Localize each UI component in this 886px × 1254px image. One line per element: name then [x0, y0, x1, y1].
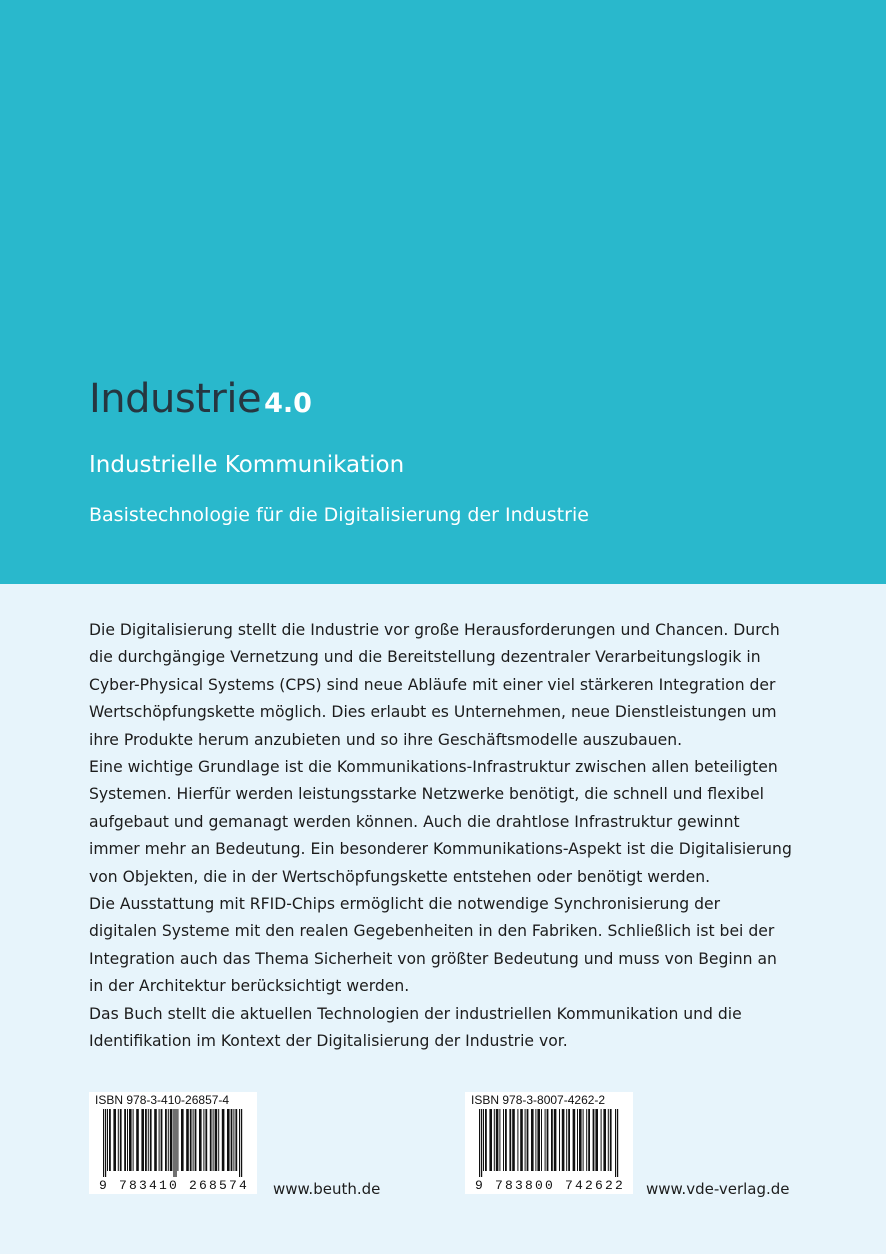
barcode-digits: 9 783410 268574	[99, 1178, 250, 1193]
blurb-line: Die Digitalisierung stellt die Industrie vor große Herausforderungen und Chancen. Durch	[89, 621, 780, 639]
blurb-line: immer mehr an Bedeutung. Ein besonderer Kommunikations-Aspekt ist die Digitalisierung	[89, 840, 792, 859]
book-title: Industrielle Kommunikation	[89, 452, 405, 478]
blurb-line: Eine wichtige Grundlage ist die Kommunikations-Infrastruktur zwischen allen beteiligten	[89, 758, 778, 777]
blurb-line: ihre Produkte herum anzubieten und so ihre Geschäftsmodelle auszubauen.	[89, 730, 683, 749]
isbn-barcode-vde	[465, 1092, 633, 1194]
blurb-line: Das Buch stellt die aktuellen Technologien der industriellen Kommunikation und die	[89, 1004, 742, 1023]
barcode-bars	[103, 1109, 243, 1177]
header-band	[0, 0, 886, 584]
blurb-line: Identifikation im Kontext der Digitalisierung der Industrie vor.	[89, 1032, 568, 1051]
book-subtitle: Basistechnologie für die Digitalisierung der Industrie	[89, 504, 589, 526]
blurb-line: digitalen Systeme mit den realen Gegebenheiten in den Fabriken. Schließlich ist bei der	[89, 922, 775, 941]
blurb-line: Die Ausstattung mit RFID-Chips ermöglicht die notwendige Synchronisierung der	[89, 895, 720, 914]
publisher-url-beuth[interactable]: www.beuth.de	[273, 1180, 381, 1198]
blurb-line: die durchgängige Vernetzung und die Bereitstellung dezentraler Verarbeitungslogik in	[89, 648, 761, 667]
isbn-label: ISBN 978-3-8007-4262-2	[471, 1093, 606, 1107]
blurb-line: Integration auch das Thema Sicherheit von größter Bedeutung und muss von Beginn an	[89, 949, 777, 968]
blurb-line: von Objekten, die in der Wertschöpfungskette entstehen oder benötigt werden.	[89, 867, 711, 886]
series-logo	[89, 376, 312, 422]
isbn-label: ISBN 978-3-410-26857-4	[95, 1093, 230, 1107]
isbn-barcode-beuth	[89, 1092, 257, 1194]
barcode-bars	[479, 1109, 619, 1177]
blurb-text	[89, 617, 792, 1056]
publisher-url-vde[interactable]: www.vde-verlag.de	[646, 1180, 790, 1198]
series-logo-name: Industrie	[89, 376, 262, 422]
blurb-line: Cyber-Physical Systems (CPS) sind neue Abläufe mit einer viel stärkeren Integration der	[89, 675, 776, 694]
blurb-line: Wertschöpfungskette möglich. Dies erlaubt es Unternehmen, neue Dienstleistungen um	[89, 703, 777, 722]
blurb-line: aufgebaut und gemanagt werden können. Auch die drahtlose Infrastruktur gewinnt	[89, 812, 740, 831]
series-logo-version: 4.0	[264, 388, 312, 419]
blurb-line: in der Architektur berücksichtigt werden.	[89, 977, 410, 996]
barcode-digits: 9 783800 742622	[475, 1178, 626, 1193]
blurb-line: Systemen. Hierfür werden leistungsstarke Netzwerke benötigt, die schnell und flexibel	[89, 785, 764, 804]
